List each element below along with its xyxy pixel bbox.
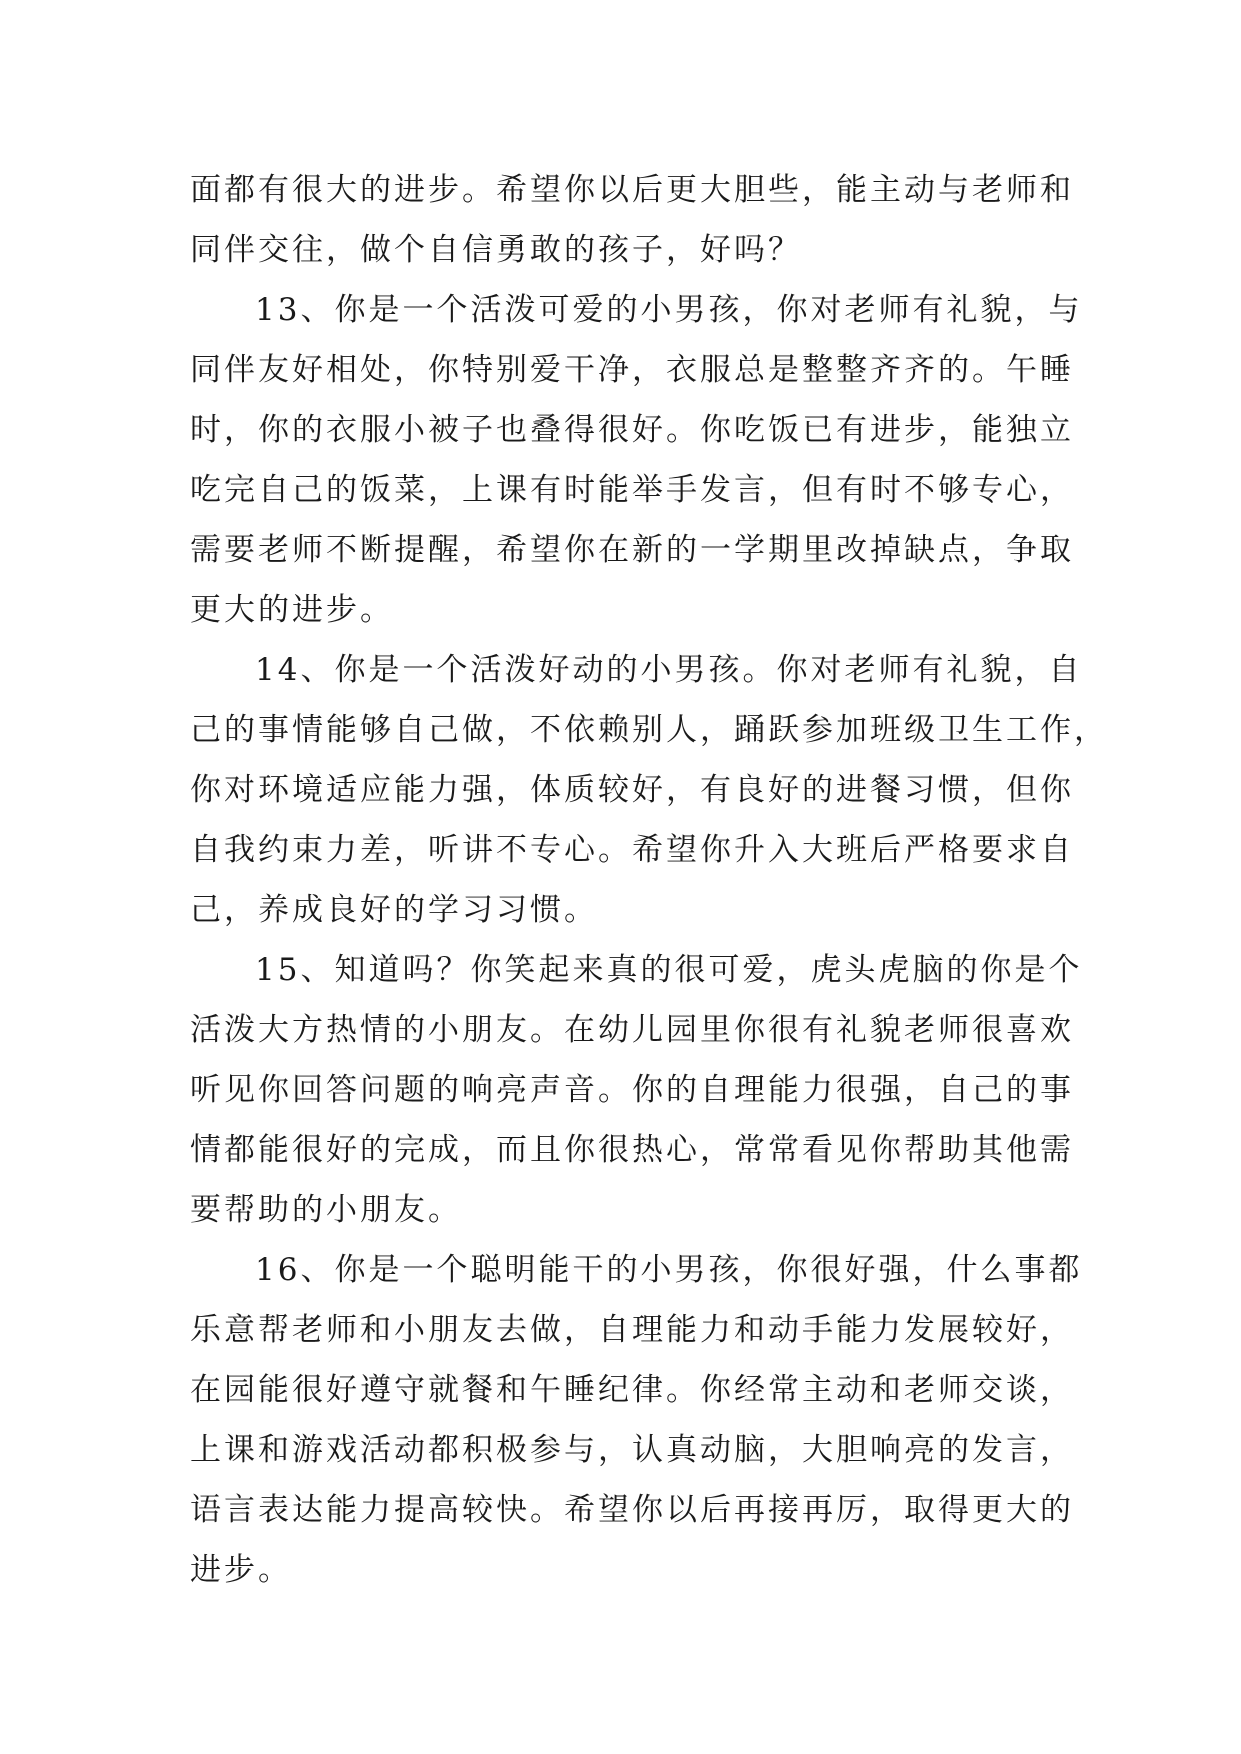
text-line: 自我约束力差，听讲不专心。希望你升入大班后严格要求自 [190, 832, 1074, 868]
text-line: 在园能很好遵守就餐和午睡纪律。你经常主动和老师交谈， [190, 1372, 1074, 1408]
text-line: 己，养成良好的学习习惯。 [190, 892, 598, 928]
text-line: 你对环境适应能力强，体质较好，有良好的进餐习惯，但你 [190, 772, 1074, 808]
paragraph-start-13: 13、你是一个活泼可爱的小男孩，你对老师有礼貌，与 [255, 292, 1083, 328]
text-line: 要帮助的小朋友。 [190, 1192, 462, 1228]
text-line: 语言表达能力提高较快。希望你以后再接再厉，取得更大的 [190, 1492, 1074, 1528]
text-line: 进步。 [190, 1552, 292, 1588]
text-line: 情都能很好的完成，而且你很热心，常常看见你帮助其他需 [190, 1132, 1074, 1168]
paragraph-start-14: 14、你是一个活泼好动的小男孩。你对老师有礼貌，自 [255, 652, 1083, 688]
text-line: 吃完自己的饭菜，上课有时能举手发言，但有时不够专心， [190, 472, 1074, 508]
paragraph-start-15: 15、知道吗？你笑起来真的很可爱，虎头虎脑的你是个 [255, 952, 1083, 988]
paragraph-start-16: 16、你是一个聪明能干的小男孩，你很好强，什么事都 [255, 1252, 1083, 1288]
text-line: 活泼大方热情的小朋友。在幼儿园里你很有礼貌老师很喜欢 [190, 1012, 1074, 1048]
text-line: 同伴友好相处，你特别爱干净，衣服总是整整齐齐的。午睡 [190, 352, 1074, 388]
text-line: 同伴交往，做个自信勇敢的孩子，好吗？ [190, 232, 802, 268]
text-line: 上课和游戏活动都积极参与，认真动脑，大胆响亮的发言， [190, 1432, 1074, 1468]
text-line: 需要老师不断提醒，希望你在新的一学期里改掉缺点，争取 [190, 532, 1074, 568]
text-line: 时，你的衣服小被子也叠得很好。你吃饭已有进步，能独立 [190, 412, 1074, 448]
text-line: 听见你回答问题的响亮声音。你的自理能力很强，自己的事 [190, 1072, 1074, 1108]
text-line: 面都有很大的进步。希望你以后更大胆些，能主动与老师和 [190, 172, 1074, 208]
text-line: 乐意帮老师和小朋友去做，自理能力和动手能力发展较好， [190, 1312, 1074, 1348]
text-line: 更大的进步。 [190, 592, 394, 628]
text-line: 己的事情能够自己做，不依赖别人，踊跃参加班级卫生工作， [190, 712, 1108, 748]
document-body [190, 160, 1108, 1600]
